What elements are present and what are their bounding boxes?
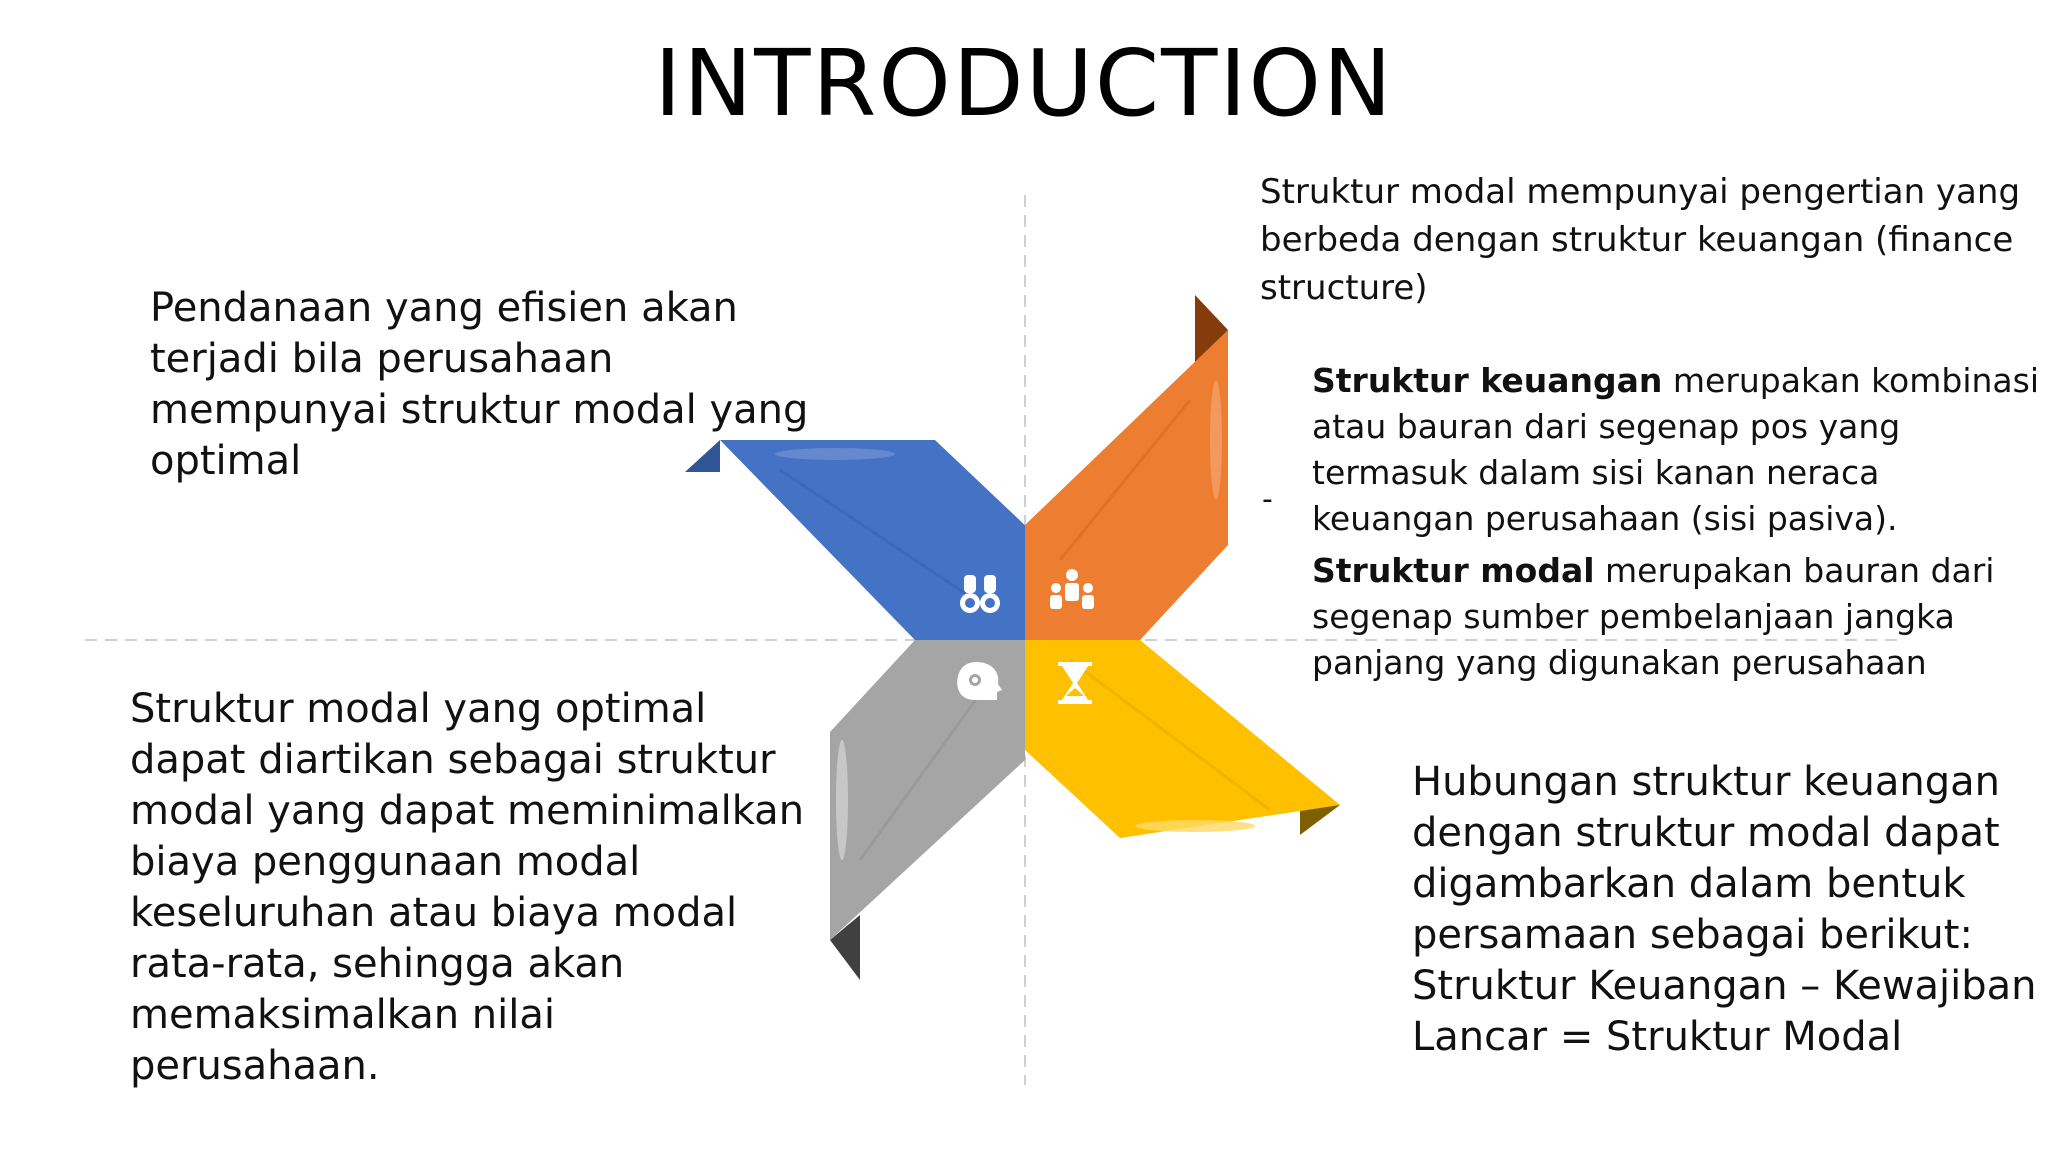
top-right-intro: Struktur modal mempunyai pengertian yang berbeda dengan struktur keuangan (finance structure)	[1260, 172, 2021, 308]
bottom-left-text: Struktur modal yang optimal dapat diartikan sebagai struktur modal yang dapat meminimalkan biaya penggunaan modal keseluruhan atau biaya modal rata-rata, sehingga akan memaksimalkan nilai perusahaan.	[130, 686, 805, 1089]
bottom-right-text: Hubungan struktur keuangan dengan struktur modal dapat digambarkan dalam bentuk persamaan sebagai berikut: Struktur Keuangan – Kewajiban Lancar = Struktur Modal	[1412, 759, 2037, 1060]
definition-text-2: merupakan bauran dari segenap sumber pembelanjaan jangka panjang yang digunakan perusahaan	[1312, 551, 1995, 682]
definitions-block	[1312, 358, 2042, 686]
top-left-text: Pendanaan yang efisien akan terjadi bila perusahaan mempunyai struktur modal yang optimal	[150, 285, 809, 484]
term-struktur-keuangan: Struktur keuangan	[1312, 361, 1663, 400]
dash-marker: -	[1262, 482, 1273, 517]
term-struktur-modal: Struktur modal	[1312, 551, 1595, 590]
definition-structure-capital	[1312, 548, 2042, 686]
definition-text-1: merupakan kombinasi atau bauran dari segenap pos yang termasuk dalam sisi kanan neraca keuangan perusahaan (sisi pasiva).	[1312, 361, 2040, 538]
page-title: INTRODUCTION	[654, 30, 1394, 137]
definition-structure-finance	[1312, 358, 2042, 542]
